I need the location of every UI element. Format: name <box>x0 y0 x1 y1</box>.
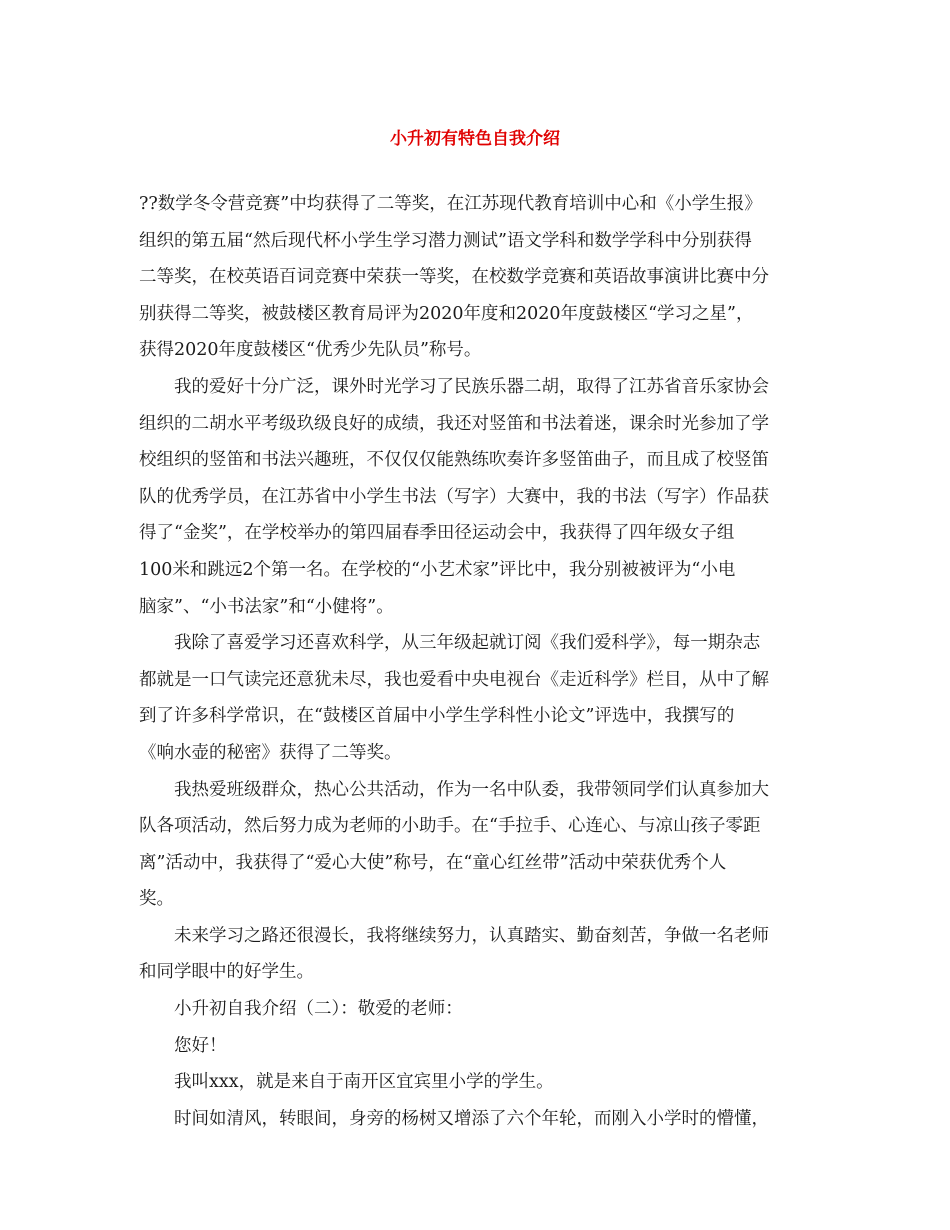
text-line: 二等奖，在校英语百词竞赛中荣获一等奖，在校数学竞赛和英语故事演讲比赛中分 <box>139 267 769 288</box>
paragraph <box>139 918 811 991</box>
text-line: 校组织的竖笛和书法兴趣班，不仅仅仅能熟练吹奏许多竖笛曲子，而且成了校竖笛 <box>139 450 769 471</box>
paragraph <box>139 1064 811 1101</box>
text-line: 队的优秀学员，在江苏省中小学生书法（写字）大赛中，我的书法（写字）作品获 <box>139 486 769 507</box>
text-line: 100米和跳远2个第一名。在学校的“小艺术家”评比中，我分别被被评为“小电 <box>139 559 736 580</box>
text-line: 都就是一口气读完还意犹未尽，我也爱看中央电视台《走近科学》栏目，从中了解 <box>139 669 769 690</box>
text-line: 我叫xxx，就是来自于南开区宜宾里小学的学生。 <box>174 1072 554 1093</box>
paragraph <box>139 1028 811 1065</box>
text-line: 我热爱班级群众，热心公共活动，作为一名中队委，我带领同学们认真参加大 <box>174 779 769 800</box>
text-line: 我的爱好十分广泛，课外时光学习了民族乐器二胡，取得了江苏省音乐家协会 <box>174 376 769 397</box>
text-line: 奖。 <box>139 889 174 910</box>
paragraph <box>139 1101 811 1138</box>
text-line: 脑家”、“小书法家”和“小健将”。 <box>139 596 394 617</box>
paragraph <box>139 772 811 918</box>
text-line: 和同学眼中的好学生。 <box>139 962 314 983</box>
document-body <box>139 186 811 1137</box>
paragraph <box>139 625 811 771</box>
paragraph <box>139 991 811 1028</box>
text-line: 队各项活动，然后努力成为老师的小助手。在“手拉手、心连心、与凉山孩子零距 <box>139 816 761 837</box>
text-line: 未来学习之路还很漫长，我将继续努力，认真踏实、勤奋刻苦，争做一名老师 <box>174 925 769 946</box>
text-line: 别获得二等奖，被鼓楼区教育局评为2020年度和2020年度鼓楼区“学习之星”， <box>139 303 754 324</box>
text-line: 组织的二胡水平考级玖级良好的成绩，我还对竖笛和书法着迷，课余时光参加了学 <box>139 413 769 434</box>
text-line: ??数学冬令营竞赛”中均获得了二等奖，在江苏现代教育培训中心和《小学生报》 <box>139 194 762 214</box>
paragraph <box>139 186 811 369</box>
paragraph <box>139 369 811 625</box>
text-line: 到了许多科学常识，在“鼓楼区首届中小学生学科性小论文”评选中，我撰写的 <box>139 706 735 727</box>
text-line: 我除了喜爱学习还喜欢科学，从三年级起就订阅《我们爱科学》，每一期杂志 <box>174 633 761 654</box>
text-line: 得了“金奖”，在学校举办的第四届春季田径运动会中，我获得了四年级女子组 <box>139 523 735 544</box>
document-title: 小升初有特色自我介绍 <box>390 129 560 149</box>
text-line: 离”活动中，我获得了“爱心大使”称号，在“童心红丝带”活动中荣获优秀个人 <box>139 852 727 873</box>
text-line: 获得2020年度鼓楼区“优秀少先队员”称号。 <box>139 340 482 361</box>
text-line: 组织的第五届“然后现代杯小学生学习潜力测试”语文学科和数学学科中分别获得 <box>139 230 752 251</box>
text-line: 《响水壶的秘密》获得了二等奖。 <box>139 742 402 763</box>
text-line: 小升初自我介绍（二）：敬爱的老师： <box>174 999 463 1020</box>
text-line: 时间如清风，转眼间，身旁的杨树又增添了六个年轮，而刚入小学时的懵懂， <box>174 1108 769 1129</box>
text-line: 您好！ <box>174 1035 227 1056</box>
